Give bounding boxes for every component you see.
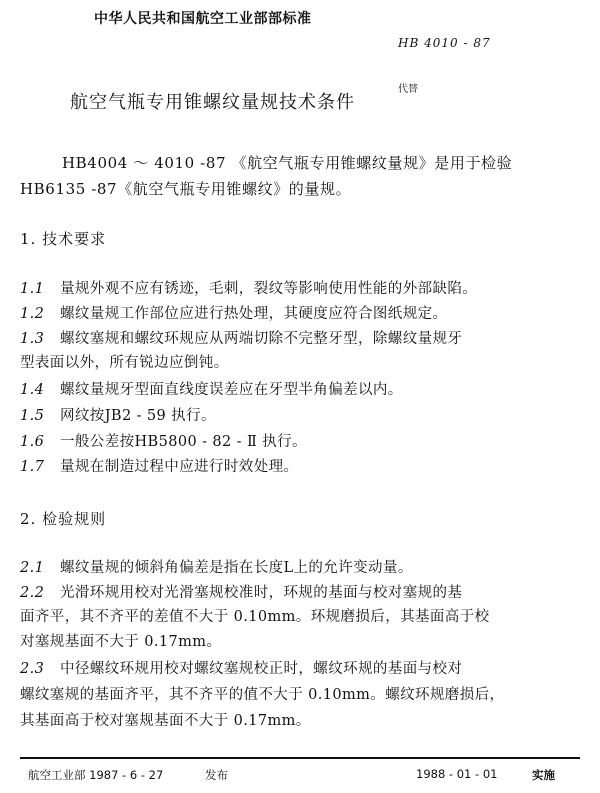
section-2-heading: 2. 检验规则 [20,510,107,528]
item-2-3-continued-1: 螺纹塞规的基面齐平，其不齐平的值不大于 0.10mm。螺纹环规磨损后， [20,687,505,703]
footer-effective-label: 实施 [532,768,555,782]
item-text: 中径螺纹环规用校对螺纹塞规校正时，螺纹环规的基面与校对 [60,661,463,677]
item-2-2-continued-2: 对塞规基面不大于 0.17mm。 [20,634,222,650]
item-2-1 [20,556,413,577]
footer-issuer: 航空工业部 1987 - 6 - 27 [28,768,164,782]
item-1-3-continued: 型表面以外，所有锐边应倒钝。 [20,355,229,371]
item-1-2 [20,302,447,323]
item-number: 2.1 [20,560,45,576]
footer-effective-date: 1988 - 01 - 01 [416,767,498,781]
item-text: 一般公差按HB5800 - 82 - Ⅱ 执行。 [60,434,307,450]
item-1-3 [20,327,462,348]
item-2-2 [20,581,462,602]
footer-issued-label: 发布 [205,768,228,782]
item-text: 量规在制造过程中应进行时效处理。 [60,459,299,475]
item-text: 网纹按JB2 - 59 执行。 [60,408,216,424]
header-organization: 中华人民共和国航空工业部部标准 [94,11,312,27]
item-1-1 [20,277,477,298]
item-number: 2.3 [20,661,45,677]
item-2-3-continued-2: 其基面高于校对塞规基面不大于 0.17mm。 [20,713,311,729]
item-text: 螺纹量规的倾斜角偏差是指在长度L上的允许变动量。 [60,560,413,576]
document-title: 航空气瓶专用锥螺纹量规技术条件 [70,92,355,113]
item-number: 1.2 [20,306,45,322]
item-text: 螺纹量规工作部位应进行热处理，其硬度应符合图纸规定。 [60,306,448,322]
standard-code: HB 4010 - 87 [398,36,491,50]
item-text: 螺纹量规牙型面直线度误差应在牙型半角偏差以内。 [60,382,403,398]
footer-divider [20,757,580,759]
replaces-label: 代替 [398,84,418,95]
item-number: 1.3 [20,331,45,347]
item-2-3 [20,657,462,678]
item-text: 量规外观不应有锈迹，毛刺，裂纹等影响使用性能的外部缺陷。 [60,281,478,297]
section-1-heading: 1. 技术要求 [20,230,107,248]
item-number: 2.2 [20,585,45,601]
intro-line-2: HB6135 -87《航空气瓶专用锥螺纹》的量规。 [20,180,352,198]
item-number: 1.5 [20,408,45,424]
item-2-2-continued-1: 面齐平，其不齐平的差值不大于 0.10mm。环规磨损后，其基面高于校 [20,609,490,625]
item-number: 1.1 [20,281,45,297]
item-1-6 [20,430,307,451]
item-text: 光滑环规用校对光滑塞规校准时，环规的基面与校对塞规的基 [60,585,463,601]
item-1-5 [20,404,216,425]
item-1-4 [20,378,403,399]
intro-line-1: HB4004 ～ 4010 -87 《航空气瓶专用锥螺纹量规》是用于检验 [62,154,513,172]
item-1-7 [20,455,298,476]
item-text: 螺纹塞规和螺纹环规应从两端切除不完整牙型，除螺纹量规牙 [60,331,463,347]
item-number: 1.4 [20,382,45,398]
item-number: 1.6 [20,434,45,450]
item-number: 1.7 [20,459,45,475]
